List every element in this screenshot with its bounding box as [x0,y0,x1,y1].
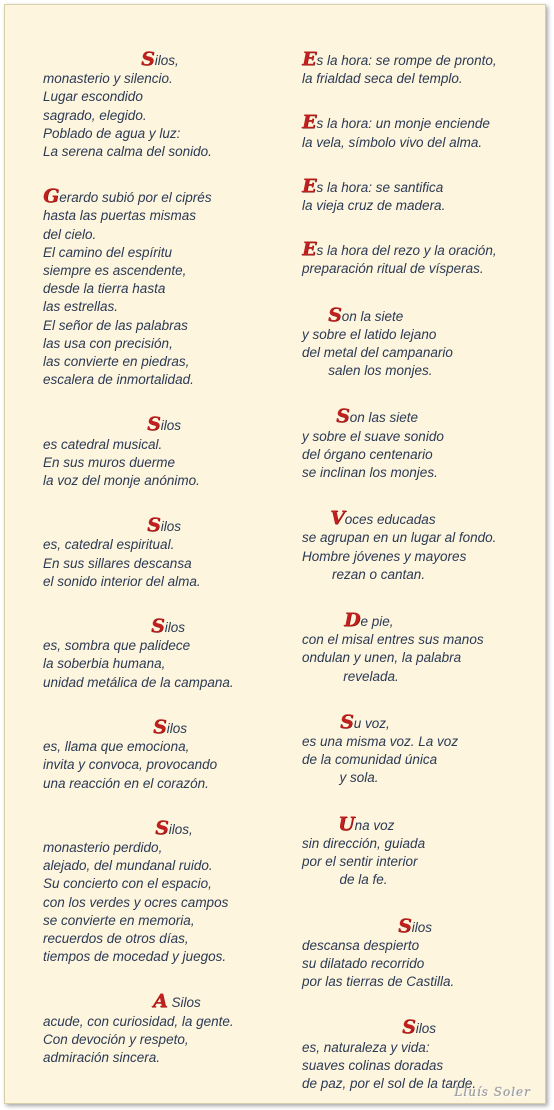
drop-cap: S [398,914,412,937]
stanza-heading [43,516,283,536]
stanza-spacer [302,88,542,113]
heading-text: na voz [354,817,395,833]
verse-line: de la comunidad única [302,752,438,768]
author-signature: Lluís Soler [454,1085,531,1099]
poem-stanza [43,516,283,591]
stanza-spacer [302,279,542,306]
verse-line: es, llama que emociona, [43,739,190,755]
verse-line: hasta las puertas mismas [43,208,197,224]
stanza-spacer [43,692,283,718]
heading-text: ilos [160,519,181,535]
verse-line: la voz del monje anónimo. [43,473,200,489]
poem-page [4,4,546,1104]
verse-line: se convierte en memoria, [43,912,195,928]
heading-text: erardo subió por el ciprés [59,190,212,206]
stanza-heading [302,240,542,260]
verse-line: una reacción en el corazón. [43,775,209,791]
verse-line: tiempos de mocedad y juegos. [43,949,227,965]
verse-line: siempre es ascendente, [43,263,187,279]
verse-line: El señor de las palabras [43,317,188,333]
poem-stanza [43,816,283,967]
drop-cap: S [151,615,165,638]
verse-line: con el misal entres sus manos [302,632,484,648]
stanza-heading [302,1018,542,1038]
stanza-spacer [43,793,283,819]
stanza-heading [302,50,542,70]
stanza-spacer [302,686,542,713]
verse-line: del órgano centenario [302,446,433,462]
drop-cap: G [43,185,60,208]
verse-line: desde la tierra hasta [43,281,166,297]
heading-text: ilos [411,919,432,935]
drop-cap: S [336,405,350,428]
stanza-heading [302,611,542,631]
stanza-spacer [302,482,542,509]
drop-cap: E [302,48,317,70]
heading-text: Silos [167,995,201,1011]
drop-cap: E [302,111,317,134]
stanza-spacer [302,584,542,611]
verse-line: y sobre el suave sonido [302,428,444,444]
drop-cap: S [147,413,161,436]
verse-line: unidad metálica de la campana. [43,674,234,690]
verse-line: En sus sillares descansa [43,555,192,571]
drop-cap: S [340,710,354,733]
heading-text: ilos [160,418,181,434]
stanza-spacer [43,966,283,992]
stanza-heading [302,303,542,326]
heading-text: ilos [415,1021,436,1037]
stanza-heading [302,710,542,733]
verse-line: es, naturaleza y vida: [302,1039,430,1055]
verse-line: El camino del espíritu [43,244,173,260]
stanza-heading [302,407,542,427]
verse-line: revelada. [302,668,399,684]
verse-line: es, catedral espiritual. [43,537,175,553]
poem-stanza [302,174,542,215]
drop-cap: U [338,812,355,835]
stanza-spacer [302,215,542,240]
stanza-spacer [302,788,542,815]
poem-stanza [43,992,283,1067]
stanza-heading [43,50,283,70]
poem-stanza [302,914,542,992]
stanza-spacer [43,591,283,617]
drop-cap: A [153,990,168,1013]
verse-line: Lugar escondido [43,89,143,105]
verse-line: recuerdos de otros días, [43,930,189,946]
stanza-spacer [302,890,542,917]
verse-line: y sobre el latido lejano [302,326,437,342]
verse-line: monasterio y silencio. [43,71,173,87]
poem-stanza [43,187,283,389]
poem-stanza [43,617,283,692]
verse-line: sagrado, elegido. [43,107,147,123]
poem-stanza [302,113,542,151]
heading-text: e pie, [360,614,394,630]
heading-text: s la hora: se santifica [316,179,444,195]
heading-text: u voz, [353,715,390,731]
verse-line: ondulan y unen, la palabra [302,650,462,666]
heading-text: ilos [166,720,187,736]
verse-line: acude, con curiosidad, la gente. [43,1013,234,1029]
stanza-spacer [302,152,542,177]
verse-line: la vela, símbolo vivo del alma. [302,134,483,150]
verse-line: es una misma voz. La voz [302,734,459,750]
poem-stanza [43,715,283,793]
drop-cap: S [153,715,167,738]
stanza-heading [43,187,283,207]
poem-stanza [302,303,542,381]
stanza-heading [302,113,542,133]
verse-line: salen los monjes. [302,363,433,379]
poem-stanza [302,407,542,482]
verse-line: el sonido interior del alma. [43,573,201,589]
verse-line: es catedral musical. [43,436,163,452]
drop-cap: S [147,514,161,537]
drop-cap: S [328,303,342,326]
verse-line: monasterio perdido, [43,839,163,855]
verse-line: su dilatado recorrido [302,955,425,971]
verse-line: alejado, del mundanal ruido. [43,858,213,874]
stanza-heading [302,914,542,937]
stanza-heading [302,812,542,835]
verse-line: es, sombra que palidece [43,638,191,654]
verse-line: preparación ritual de vísperas. [302,261,484,277]
verse-line: la frialdad seca del templo. [302,71,463,87]
stanza-heading [43,415,283,435]
drop-cap: S [155,816,169,839]
drop-cap: V [330,507,345,530]
verse-line: de la fe. [302,872,388,888]
stanza-spacer [302,380,542,407]
stanza-spacer [43,161,283,187]
stanza-spacer [302,991,542,1018]
verse-line: las usa con precisión, [43,335,173,351]
verse-line: del metal del campanario [302,345,453,361]
verse-line: las estrellas. [43,299,119,315]
verse-line: las convierte en piedras, [43,354,190,370]
poem-stanza [302,240,542,278]
heading-text: s la hora: un monje enciende [316,116,490,132]
stanza-heading [43,816,283,839]
poem-stanza [302,611,542,686]
verse-line: se inclinan los monjes. [302,465,438,481]
drop-cap: S [402,1016,416,1039]
verse-line: Poblado de agua y luz: [43,125,181,141]
poem-stanza [302,812,542,890]
stanza-heading [302,174,542,197]
heading-text: on la siete [341,308,404,324]
drop-cap: E [302,174,317,197]
verse-line: Hombre jóvenes y mayores [302,548,467,564]
poem-stanza [302,509,542,584]
heading-text: on las siete [349,410,419,426]
verse-line: invita y convoca, provocando [43,757,218,773]
verse-line: la vieja cruz de madera. [302,198,446,214]
drop-cap: D [344,609,361,632]
poem-right-column [302,50,542,1093]
poem-stanza [302,710,542,788]
stanza-heading [302,509,542,529]
verse-line: del cielo. [43,226,97,242]
drop-cap: E [302,238,317,261]
verse-line: En sus muros duerme [43,454,176,470]
heading-text: s la hora: se rompe de pronto, [316,53,497,68]
heading-text: ilos [164,620,185,636]
stanza-heading [43,715,283,738]
stanza-spacer [43,389,283,415]
heading-text: s la hora del rezo y la oración, [316,243,497,259]
verse-line: sin dirección, guiada [302,835,426,851]
heading-text: ilos, [168,821,193,837]
stanza-heading [43,992,283,1012]
verse-line: admiración sincera. [43,1049,161,1065]
poem-left-column [43,50,283,1067]
verse-line: la soberbia humana, [43,656,166,672]
verse-line: Con devoción y respeto, [43,1031,189,1047]
heading-text: oces educadas [344,512,436,528]
verse-line: rezan o cantan. [302,566,426,582]
poem-stanza [302,50,542,88]
stanza-heading [43,617,283,637]
poem-stanza [43,50,283,161]
verse-line: Su concierto con el espacio, [43,876,212,892]
verse-line: La serena calma del sonido. [43,144,212,160]
poem-stanza [302,1018,542,1093]
verse-line: escalera de inmortalidad. [43,372,194,388]
heading-text: ilos, [154,53,179,68]
verse-line: por el sentir interior [302,854,418,870]
drop-cap: S [141,48,155,70]
verse-line: de paz, por el sol de la tarde. [302,1075,477,1091]
poem-stanza [43,415,283,490]
verse-line: descansa despierto [302,937,420,953]
verse-line: se agrupan en un lugar al fondo. [302,530,497,546]
stanza-spacer [43,490,283,516]
verse-line: con los verdes y ocres campos [43,894,229,910]
verse-line: suaves colinas doradas [302,1057,444,1073]
verse-line: por las tierras de Castilla. [302,974,455,990]
verse-line: y sola. [302,770,379,786]
